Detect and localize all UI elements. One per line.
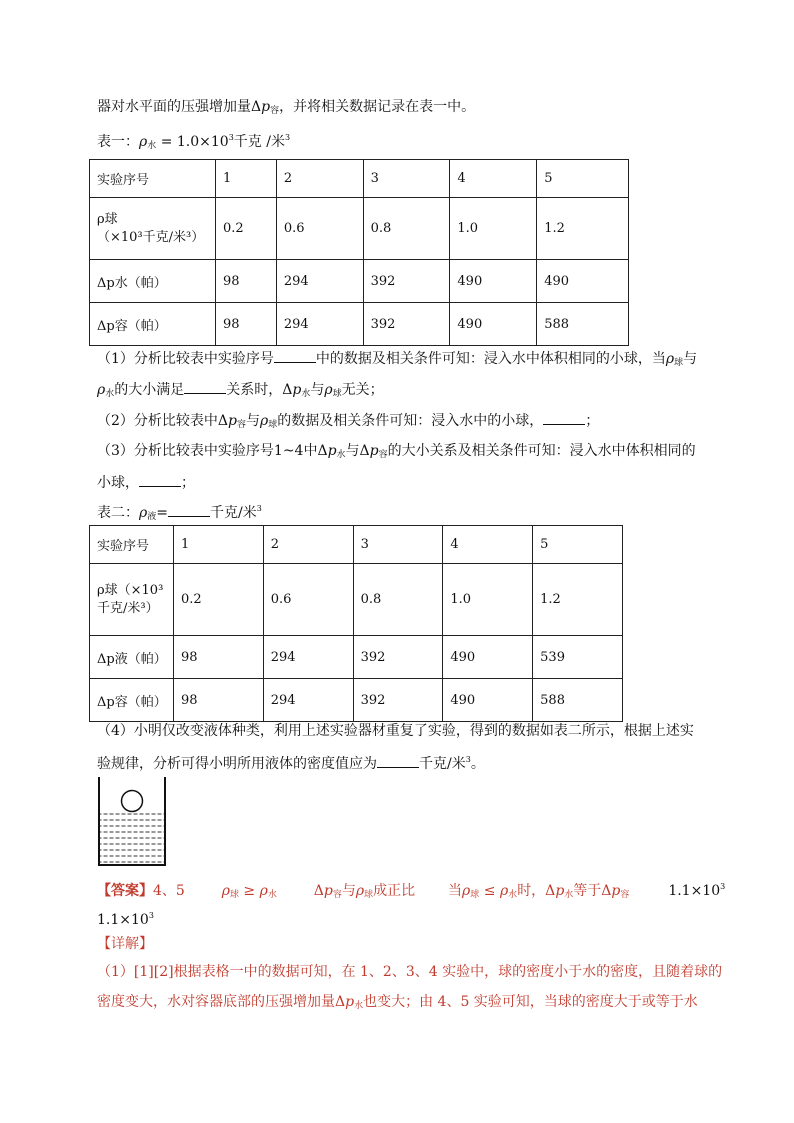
- table1-header-row: [90, 160, 629, 198]
- answer-tag: 【答案】: [97, 883, 153, 899]
- table2-caption: 表二：$\rho_液=$ 千克/米$^3$: [97, 504, 262, 522]
- row-label: Δp液（帕）: [90, 636, 174, 679]
- table-cell: 98: [215, 303, 276, 346]
- table1-header-cell: 3: [363, 160, 450, 198]
- row-label-line1: ρ球（×10³: [97, 582, 164, 598]
- table-row: [90, 564, 623, 636]
- table-row: [90, 198, 629, 260]
- table-1: [89, 159, 629, 346]
- table-row: [90, 679, 623, 722]
- liquid: [100, 809, 164, 864]
- answer-1: 4、5: [153, 883, 185, 899]
- table1-header-cell: 实验序号: [90, 160, 216, 198]
- question-1: （1）分析比较表中实验序号 中的数据及相关条件可知：浸入水中体积相同的小球，当$\rho_球$与: [97, 348, 697, 373]
- table-cell: 294: [263, 636, 353, 679]
- row-label: [90, 198, 216, 260]
- table-cell: 0.2: [173, 564, 263, 636]
- answer-6: $1.1\times 10^3$: [97, 911, 154, 928]
- table2-header-cell: 3: [353, 526, 443, 564]
- table1-header-cell: 4: [450, 160, 537, 198]
- row-label: Δp容（帕）: [90, 679, 174, 722]
- detail-line-1: （1）[1][2]根据表格一中的数据可知，在 1、2、3、4 实验中，球的密度小于水的密度，且随着球的: [97, 964, 723, 980]
- answer-3: $\Delta p_容$与$\rho_球$成正比: [313, 883, 416, 900]
- table2-header-cell: 5: [533, 526, 623, 564]
- question-1-cont: $\rho_水$的大小满足 关系时，$\Delta p_水$与$\rho_球$无关；: [97, 379, 384, 404]
- table-cell: 98: [173, 679, 263, 722]
- table1-header-cell: 2: [276, 160, 363, 198]
- table-cell: 490: [450, 260, 537, 303]
- question-4: （4）小明仅改变液体种类，利用上述实验器材重复了实验，得到的数据如表二所示，根据上述实: [97, 723, 694, 739]
- table-row: [90, 636, 623, 679]
- answer-2: $\rho_球 \ge \rho_水$: [221, 883, 277, 900]
- row-label-line2: （×10³千克/米³）: [97, 229, 205, 245]
- row-label: Δp水（帕）: [90, 260, 216, 303]
- table-cell: 294: [263, 679, 353, 722]
- table2-header-cell: 2: [263, 526, 353, 564]
- table-cell: 392: [363, 260, 450, 303]
- table1-header-cell: 1: [215, 160, 276, 198]
- table-cell: 0.8: [363, 198, 450, 260]
- table-cell: 490: [443, 636, 533, 679]
- table-row: [90, 303, 629, 346]
- table-cell: 539: [533, 636, 623, 679]
- table-cell: 1.0: [443, 564, 533, 636]
- table-cell: 98: [173, 636, 263, 679]
- container-figure: [97, 775, 167, 871]
- table-cell: 0.2: [215, 198, 276, 260]
- table-cell: 392: [363, 303, 450, 346]
- table-2: [89, 525, 623, 722]
- floating-ball: [122, 791, 143, 812]
- question-3-cont: 小球， ；: [97, 472, 195, 493]
- intro-line: 器对水平面的压强增加量$\Delta p_容$，并将相关数据记录在表一中。: [97, 99, 476, 116]
- answer-5: $1.1\times 10^3$: [668, 882, 726, 899]
- table-cell: 588: [537, 303, 629, 346]
- table-cell: 294: [276, 260, 363, 303]
- table1-caption: 表一：$\rho_水 = 1.0\times 10^3$千克 /米$^3$: [97, 133, 291, 151]
- detail-tag: 【详解】: [97, 936, 153, 952]
- table2-header-cell: 1: [173, 526, 263, 564]
- question-3: （3）分析比较表中实验序号1~4中$\Delta p_水$与$\Delta p_容$的大小关系及相关条件可知：浸入水中体积相同的: [97, 443, 696, 460]
- table-cell: 0.8: [353, 564, 443, 636]
- table-cell: 0.6: [276, 198, 363, 260]
- table-row: [90, 260, 629, 303]
- table-cell: 1.2: [537, 198, 629, 260]
- table2-header-cell: 4: [443, 526, 533, 564]
- table1-header-cell: 5: [537, 160, 629, 198]
- table-cell: 490: [537, 260, 629, 303]
- table-cell: 294: [276, 303, 363, 346]
- table-cell: 1.2: [533, 564, 623, 636]
- table-cell: 588: [533, 679, 623, 722]
- row-label-line1: ρ球: [97, 211, 118, 227]
- table-cell: 490: [450, 303, 537, 346]
- row-label: [90, 564, 174, 636]
- table-cell: 1.0: [450, 198, 537, 260]
- row-label-line2: 千克/米³）: [97, 600, 159, 616]
- answer-line: [97, 877, 725, 905]
- detail-line-2: 密度变大，水对容器底部的压强增加量$\Delta p_水$也变大；由 4、5 实验可知，当球的密度大于或等于水: [97, 994, 698, 1011]
- table2-header-cell: 实验序号: [90, 526, 174, 564]
- question-4-cont: 验规律，分析可得小明所用液体的密度值应为 千克/米$^3$。: [97, 755, 485, 772]
- table-cell: 392: [353, 636, 443, 679]
- row-label: Δp容（帕）: [90, 303, 216, 346]
- table-cell: 0.6: [263, 564, 353, 636]
- table-cell: 98: [215, 260, 276, 303]
- question-2: （2）分析比较表中$\Delta p_容$与$\rho_球$的数据及相关条件可知：浸入水中的小球， ；: [97, 410, 599, 435]
- table-cell: 490: [443, 679, 533, 722]
- answer-4: 当$\rho_球 \le \rho_水$时，$\Delta p_水$等于$\Delta p_容$: [448, 883, 630, 900]
- table2-header-row: [90, 526, 623, 564]
- container-with-ball-diagram: [97, 775, 167, 867]
- table-cell: 392: [353, 679, 443, 722]
